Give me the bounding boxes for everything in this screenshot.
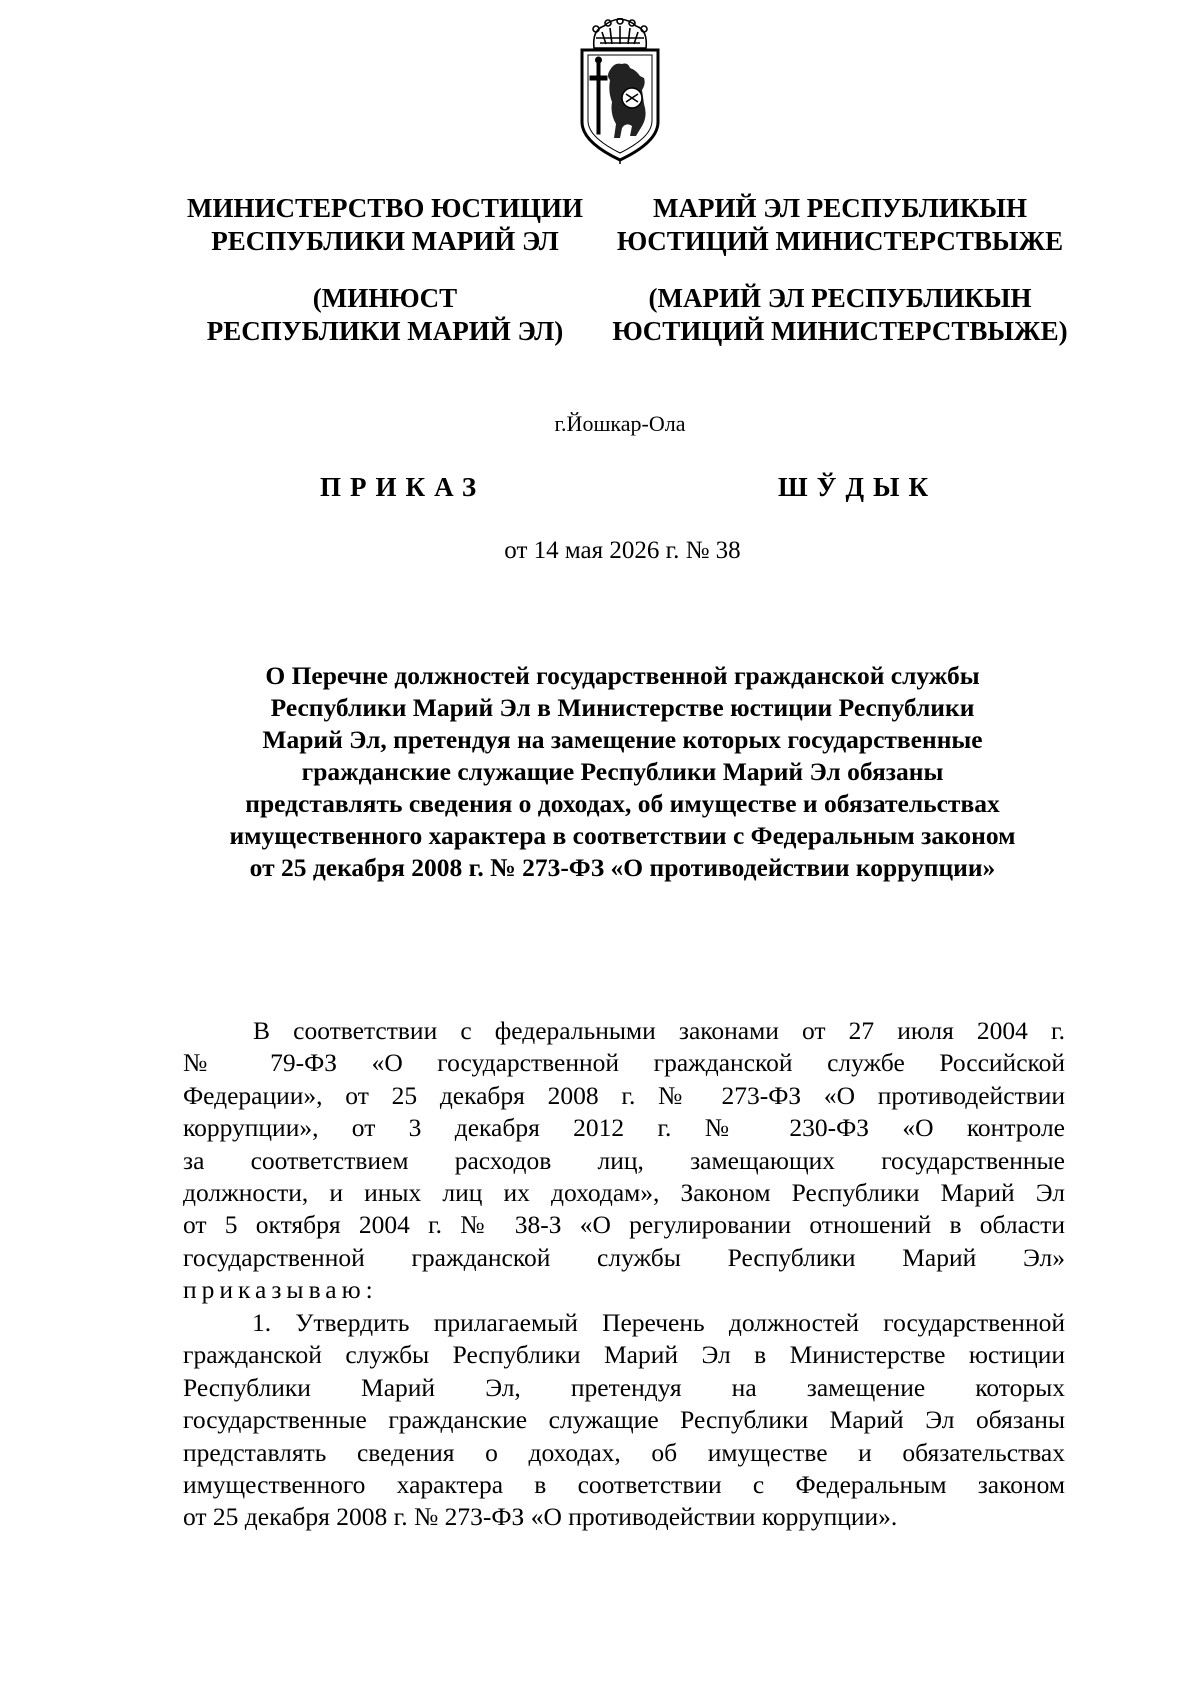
city-name: г.Йошкар-Ола [554, 411, 686, 436]
paragraph-line: 1. Утвердить прилагаемый Перечень должностей государственной [252, 1308, 1065, 1337]
order-word-ru: ПРИКАЗ [320, 472, 486, 502]
ministry-name-mari-line-2: ЮСТИЦИЙ МИНИСТЕРСТВЫЖЕ [616, 226, 1064, 256]
paragraph-line: имущественного характера в соответствии с Федеральным законом [183, 1470, 1065, 1500]
paragraph-line: Республики Марий Эл, претендуя на замещение которых [183, 1372, 1065, 1402]
title-line: имущественного характера в соответствии с Федеральным законом [229, 821, 1016, 850]
order-word-mari: ШЎДЫК [778, 472, 938, 502]
title-line: от 25 декабря 2008 г. № 273-ФЗ «О противодействии коррупции» [249, 853, 996, 882]
ministry-abbrev-ru-line-1: (МИНЮСТ [312, 283, 458, 313]
ministry-abbrev-mari-line-2: ЮСТИЦИЙ МИНИСТЕРСТВЫЖЕ) [612, 316, 1068, 346]
ministry-abbrev-ru [170, 282, 600, 348]
paragraph-line: Федерации», от 25 декабря 2008 г. № 273-ФЗ «О противодействии [183, 1080, 1065, 1110]
coat-of-arms-icon [570, 18, 670, 164]
ministry-abbrev-ru-line-2: РЕСПУБЛИКИ МАРИЙ ЭЛ) [206, 316, 564, 346]
paragraph-line: за соответствием расходов лиц, замещающих государственные [183, 1145, 1065, 1175]
ministry-header-mari [610, 192, 1070, 258]
item-1-paragraph [183, 1307, 1065, 1534]
paragraph-line: от 25 декабря 2008 г. № 273-ФЗ «О противодействии коррупции». [183, 1502, 898, 1532]
title-line: Республики Марий Эл в Министерстве юстиции Республики [270, 693, 975, 722]
ministry-name-ru-line-1: МИНИСТЕРСТВО ЮСТИЦИИ [186, 193, 583, 223]
document-title [150, 660, 1095, 884]
paragraph-line-order-verb: приказываю: [183, 1275, 378, 1305]
paragraph-line: представлять сведения о доходах, об имуществе и обязательствах [183, 1437, 1065, 1467]
title-line: Марий Эл, претендуя на замещение которых государственные [262, 725, 983, 754]
paragraph-line: государственной гражданской службы Республики Марий Эл» [183, 1242, 1065, 1272]
paragraph-line: от 5 октября 2004 г. № 38-З «О регулировании отношений в области [183, 1210, 1065, 1240]
paragraph-line: государственные гражданские служащие Республики Марий Эл обязаны [183, 1405, 1065, 1435]
paragraph-line: должности, и иных лиц их доходам», Законом Республики Марий Эл [183, 1178, 1065, 1208]
ministry-abbrev-mari [610, 282, 1070, 348]
paragraph-line: гражданской службы Республики Марий Эл в Министерстве юстиции [183, 1340, 1065, 1370]
paragraph-line: В соответствии с федеральными законами от 27 июля 2004 г. [253, 1016, 1065, 1045]
paragraph-line: коррупции», от 3 декабря 2012 г. № 230-ФЗ «О контроле [183, 1113, 1065, 1143]
ministry-header-ru [170, 192, 600, 258]
paragraph-line: № 79-ФЗ «О государственной гражданской службе Российской [183, 1048, 1065, 1078]
ministry-abbrev-mari-line-1: (МАРИЙ ЭЛ РЕСПУБЛИКЫН [648, 283, 1032, 313]
ministry-name-ru-line-2: РЕСПУБЛИКИ МАРИЙ ЭЛ [211, 226, 559, 256]
order-date-number: от 14 мая 2026 г. № 38 [504, 537, 741, 564]
title-line: гражданские служащие Республики Марий Эл обязаны [301, 757, 944, 786]
ministry-name-mari-line-1: МАРИЙ ЭЛ РЕСПУБЛИКЫН [653, 193, 1027, 223]
preamble-paragraph [183, 1015, 1065, 1307]
title-line: представлять сведения о доходах, об имуществе и обязательствах [245, 789, 1000, 818]
title-line: О Перечне должностей государственной гражданской службы [265, 661, 980, 690]
